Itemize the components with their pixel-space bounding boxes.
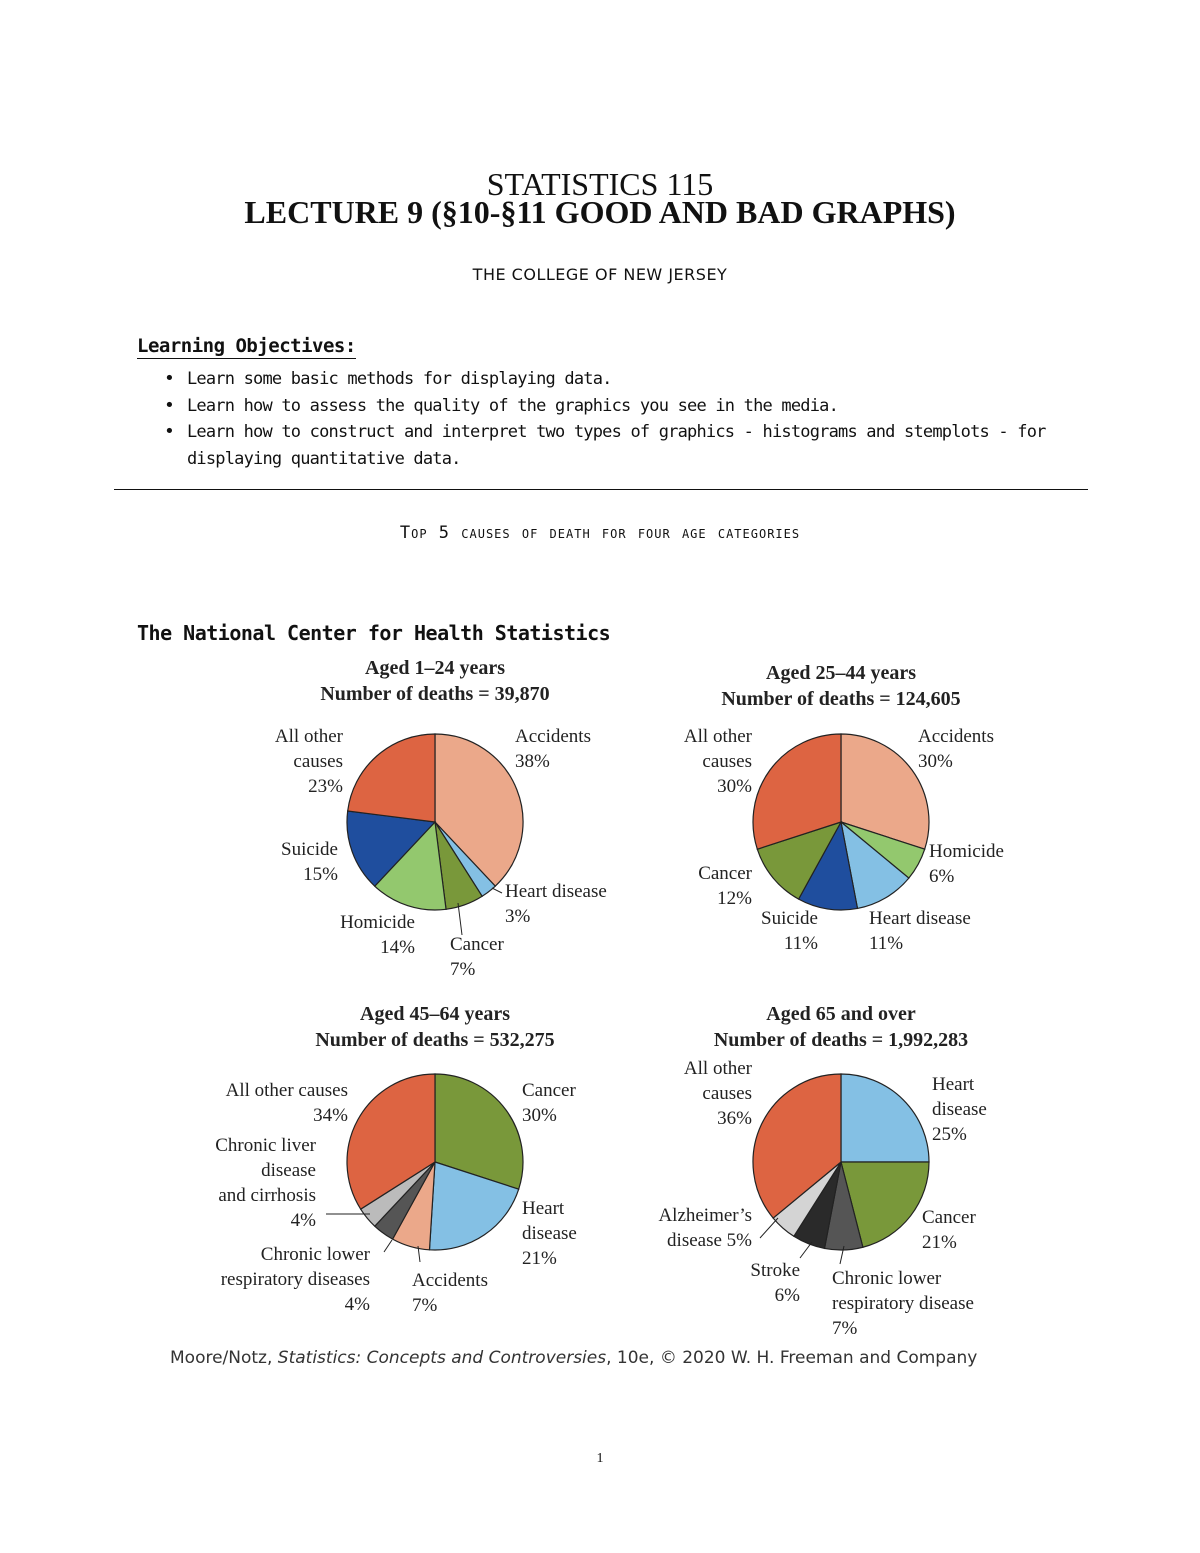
slice-label-all-other-causes: All other causes 36% bbox=[683, 1058, 752, 1129]
chart-title: Aged 45–64 years bbox=[360, 1003, 510, 1025]
objectives-heading: Learning Objectives: bbox=[137, 335, 356, 357]
slice-label-cancer: Cancer 12% bbox=[698, 863, 752, 909]
slice-label-accidents: Accidents 30% bbox=[918, 726, 994, 772]
credit-book: Statistics: Concepts and Controversies bbox=[277, 1348, 607, 1368]
chart-title: Aged 1–24 years bbox=[365, 657, 505, 679]
course-title: STATISTICS 115 bbox=[486, 166, 714, 202]
pie-chart-2 bbox=[684, 662, 1004, 954]
objective-item: • Learn how to assess the quality of the graphics you see in the media. bbox=[160, 393, 1090, 420]
figure-credit bbox=[170, 1348, 977, 1368]
leader-line bbox=[384, 1240, 392, 1252]
source-heading: The National Center for Health Statistics bbox=[137, 621, 611, 645]
slice-label-chronic-lower-respiratory-disease: Chronic lower respiratory disease 7% bbox=[832, 1268, 974, 1339]
pie-chart-4 bbox=[658, 1003, 986, 1339]
objective-item: • Learn how to construct and interpret two types of graphics - histograms and stemplots - for displaying quantitative data. bbox=[160, 419, 1090, 472]
slice-label-all-other-causes: All other causes 30% bbox=[683, 726, 752, 797]
credit-authors: Moore/Notz, bbox=[170, 1348, 278, 1368]
chart-subtitle: Number of deaths = 532,275 bbox=[315, 1029, 555, 1051]
chart-title: Aged 65 and over bbox=[766, 1003, 916, 1025]
credit-publisher: , 10e, © 2020 W. H. Freeman and Company bbox=[606, 1348, 978, 1368]
page-number: 1 bbox=[596, 1451, 604, 1466]
slice-label-chronic-lower-respiratory-diseases: Chronic lower respiratory diseases 4% bbox=[220, 1244, 370, 1315]
slice-label-heart-disease: Heart disease 25% bbox=[932, 1074, 987, 1145]
chart-subtitle: Number of deaths = 39,870 bbox=[320, 683, 550, 705]
lecture-title: LECTURE 9 (§10-§11 GOOD AND BAD GRAPHS) bbox=[244, 194, 956, 230]
slice-label-heart-disease: Heart disease 3% bbox=[505, 881, 607, 927]
slice-label-chronic-liver-disease-and-cirrhosis: Chronic liver disease and cirrhosis 4% bbox=[215, 1135, 316, 1231]
slice-label-cancer: Cancer 7% bbox=[450, 934, 504, 980]
slice-label-homicide: Homicide 6% bbox=[929, 841, 1004, 887]
slice-label-all-other-causes: All other causes 34% bbox=[225, 1080, 348, 1126]
slice-label-heart-disease: Heart disease 21% bbox=[522, 1198, 577, 1269]
pie-slice-heart-disease bbox=[841, 1074, 929, 1162]
slice-label-heart-disease: Heart disease 11% bbox=[869, 908, 971, 954]
leader-line bbox=[760, 1218, 778, 1238]
objective-item: • Learn some basic methods for displaying data. bbox=[160, 366, 1090, 393]
slice-label-accidents: Accidents 38% bbox=[515, 726, 591, 772]
leader-line bbox=[492, 888, 502, 893]
slice-label-alzheimer-s-disease: Alzheimer’s disease 5% bbox=[658, 1205, 752, 1251]
leader-line bbox=[800, 1242, 812, 1258]
slice-label-suicide: Suicide 11% bbox=[761, 908, 818, 954]
slice-label-homicide: Homicide 14% bbox=[340, 912, 415, 958]
college-name: THE COLLEGE OF NEW JERSEY bbox=[472, 265, 728, 284]
slice-label-cancer: Cancer 21% bbox=[922, 1207, 976, 1253]
slice-label-suicide: Suicide 15% bbox=[281, 839, 338, 885]
slice-label-stroke: Stroke 6% bbox=[750, 1260, 800, 1306]
leader-line bbox=[458, 903, 462, 935]
pie-chart-3 bbox=[215, 1003, 577, 1316]
pie-chart-1 bbox=[275, 657, 607, 980]
slice-label-all-other-causes: All other causes 23% bbox=[274, 726, 343, 797]
chart-subtitle: Number of deaths = 124,605 bbox=[721, 688, 961, 710]
slice-label-accidents: Accidents 7% bbox=[412, 1270, 488, 1316]
chart-title: Aged 25–44 years bbox=[766, 662, 916, 684]
chart-subtitle: Number of deaths = 1,992,283 bbox=[713, 1029, 969, 1051]
section-title: Top 5 causes of death for four age categories bbox=[399, 523, 801, 543]
pie-slice-all-other-causes bbox=[348, 734, 435, 822]
slice-label-cancer: Cancer 30% bbox=[522, 1080, 576, 1126]
